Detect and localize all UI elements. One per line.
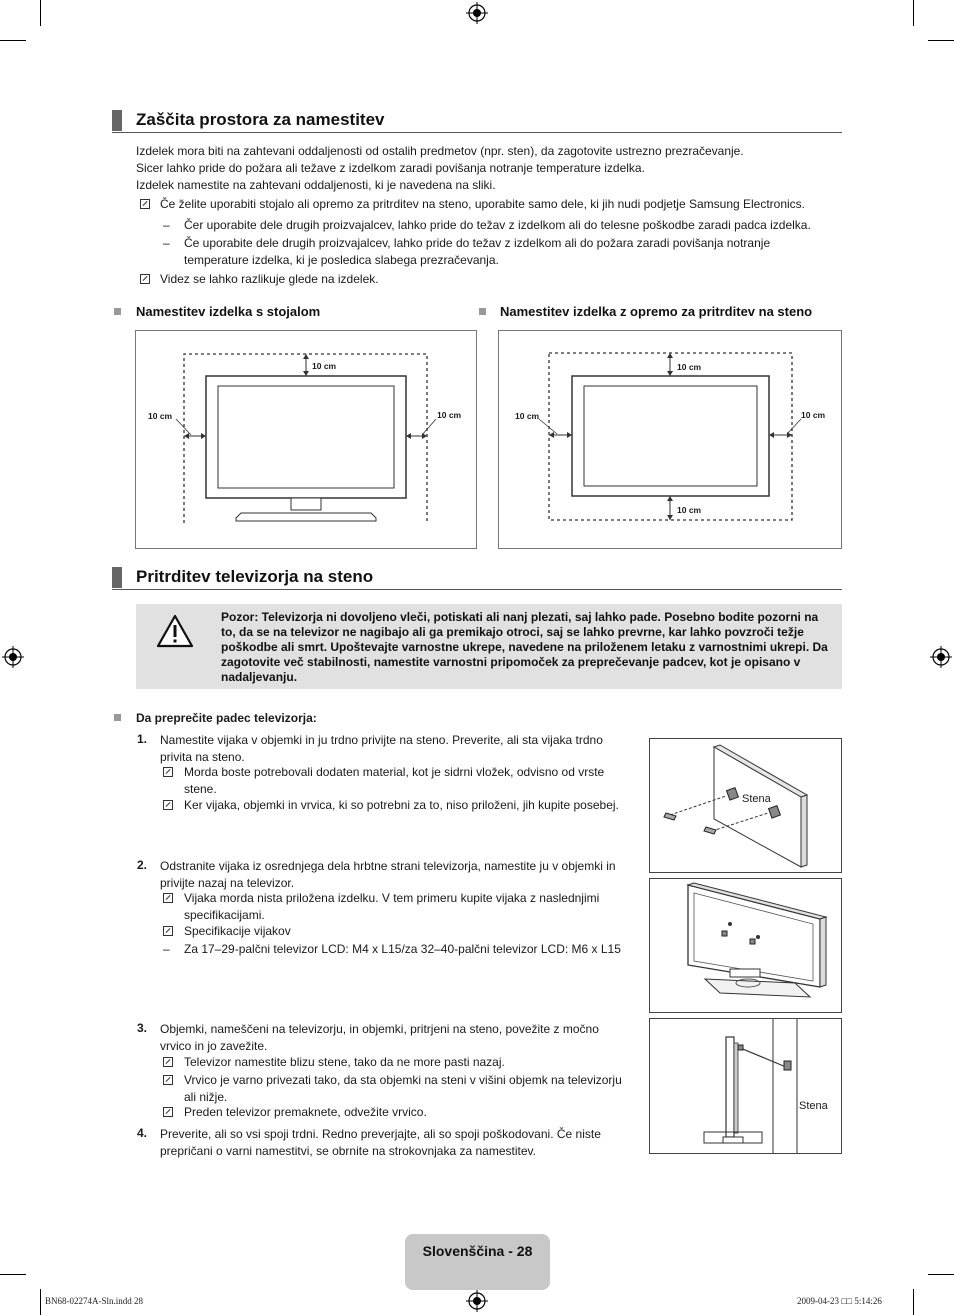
wall-label: Stena [799,1100,828,1112]
dimension-label-top: 10 cm [312,361,337,371]
paragraph: Izdelek mora biti na zahtevani oddaljenosti od ostalih predmetov (npr. sten), da zagotovite ustrezno prezračevanje. [136,144,744,158]
note-icon [163,767,173,777]
note-icon [163,1075,173,1085]
note-text: Vijaka morda nista priložena izdelku. V tem primeru kupite vijaka z naslednjimi specifikacijami. [184,891,600,922]
note-text: Vrvico je varno privezati tako, da sta objemki na steni v višini objemk na televizorju ali nižje. [184,1073,622,1104]
page-number-badge [405,1234,550,1290]
tv-wall-illustration [499,331,841,548]
note-text: Videz se lahko razlikuje glede na izdelek. [160,272,379,286]
step-text: Odstranite vijaka iz osrednjega dela hrbtne strani televizorja, namestite ju v objemki in privijte nazaj na televizor. [160,859,616,890]
step-number: 1. [137,732,148,746]
illustration-wall-screws [649,738,842,873]
illustration-side-view-cord [649,1018,842,1154]
step-text: Objemki, nameščeni na televizorju, in objemki, pritrjeni na steno, povežite z močno vrvico in jo zavežite. [160,1022,599,1053]
note-text: Preden televizor premaknete, odvežite vrvico. [184,1105,427,1119]
dash-bullet: – [163,236,170,250]
note-icon [163,1057,173,1067]
registration-mark-top-icon [466,2,488,24]
subhead-stand-install: Namestitev izdelka s stojalom [136,304,321,319]
dimension-label-left: 10 cm [515,411,540,421]
bullet-square-icon [479,308,486,315]
bullet-square-icon [114,308,121,315]
warning-box [136,604,842,689]
note-icon [163,893,173,903]
note-icon [163,926,173,936]
note-icon [140,199,150,209]
subhead-prevent-fall: Da preprečite padec televizorja: [136,711,317,725]
file-name: BN68-02274A-Sln.indd 28 [45,1296,144,1306]
illustration-tv-back-brackets [649,878,842,1013]
step-number: 3. [137,1021,148,1035]
paragraph: Sicer lahko pride do požara ali težave z izdelkom zaradi povišanja notranje temperature izdelka. [136,161,645,175]
note-icon [163,1107,173,1117]
dimension-label-left: 10 cm [148,411,173,421]
section-title: Zaščita prostora za namestitev [136,110,385,129]
registration-mark-left-icon [2,646,24,668]
section-title: Pritrditev televizorja na steno [136,567,374,586]
dimension-label-bottom: 10 cm [677,505,702,515]
note-text: Morda boste potrebovali dodaten material, kot je sidrni vložek, odvisno od vrste stene. [184,765,605,796]
section-header-installation-space [112,110,842,133]
page-label: Slovenščina - 28 [422,1243,533,1259]
step-number: 4. [137,1126,148,1140]
diagram-wall-mount-clearance [498,330,842,549]
step-text: Namestite vijaka v objemki in ju trdno privijte na steno. Preverite, ali sta vijaka trdno privita na steno. [160,733,603,764]
dimension-label-right: 10 cm [437,410,462,420]
dash-bullet: – [163,218,170,232]
dash-text: Če uporabite dele drugih proizvajalcev, lahko pride do težav z izdelkom ali do požara zaradi povišanja notranje temperature izdelka, ki je posledica slabega prezračevanja. [184,236,771,267]
dimension-label-right: 10 cm [801,410,826,420]
bullet-square-icon [114,714,121,721]
step-text: Preverite, ali so vsi spoji trdni. Redno preverjajte, ali so spoji poškodovani. Če niste prepričani o varni namestitvi, se obrnite na strokovnjaka za namestitev. [160,1127,601,1158]
step-number: 2. [137,858,148,872]
registration-mark-bottom-icon [466,1290,488,1312]
wall-label: Stena [742,793,771,805]
warning-text: Pozor: Televizorja ni dovoljeno vleči, potiskati ali nanj plezati, saj lahko pade. Posebno bodite pozorni na to, da se na televizor ne nagibajo ali ga premikajo otroci, saj se lahko prevrne, kar lahko povzroči težje poškodbe ali smrt. Upoštevajte varnostne ukrepe, navedene na priloženem letaku z varnostnimi ukrepi. Da zagotovite več stabilnosti, namestite varnostni pripomoček za preprečevanje padcev, kot je opisano v nadaljevanju. [221,610,828,684]
dash-bullet: – [163,942,170,956]
dash-text: Za 17–29-palčni televizor LCD: M4 x L15/za 32–40-palčni televizor LCD: M6 x L15 [184,942,621,956]
registration-mark-right-icon [930,646,952,668]
note-text: Ker vijaka, objemki in vrvica, ki so potrebni za to, niso priloženi, jih kupite posebej. [184,798,619,812]
print-date: 2009-04-23 □□ 5:14:26 [797,1296,882,1306]
dimension-label-top: 10 cm [677,362,702,372]
note-icon [140,274,150,284]
note-text: Televizor namestite blizu stene, tako da ne more pasti nazaj. [184,1055,505,1069]
diagram-stand-clearance [135,330,477,549]
section-header-wall-fixing [112,567,842,590]
paragraph: Izdelek namestite na zahtevani oddaljenosti, ki je navedena na sliki. [136,178,496,192]
note-text: Če želite uporabiti stojalo ali opremo za pritrditev na steno, uporabite samo dele, ki jih nudi podjetje Samsung Electronics. [160,197,806,211]
subhead-wall-install: Namestitev izdelka z opremo za pritrditev na steno [500,304,813,319]
dash-text: Čer uporabite dele drugih proizvajalcev, lahko pride do težav z izdelkom ali do telesne poškodbe zaradi padca izdelka. [184,218,811,232]
tv-stand-illustration [136,331,476,548]
warning-triangle-icon [156,614,194,648]
note-text: Specifikacije vijakov [184,924,291,938]
note-icon [163,800,173,810]
